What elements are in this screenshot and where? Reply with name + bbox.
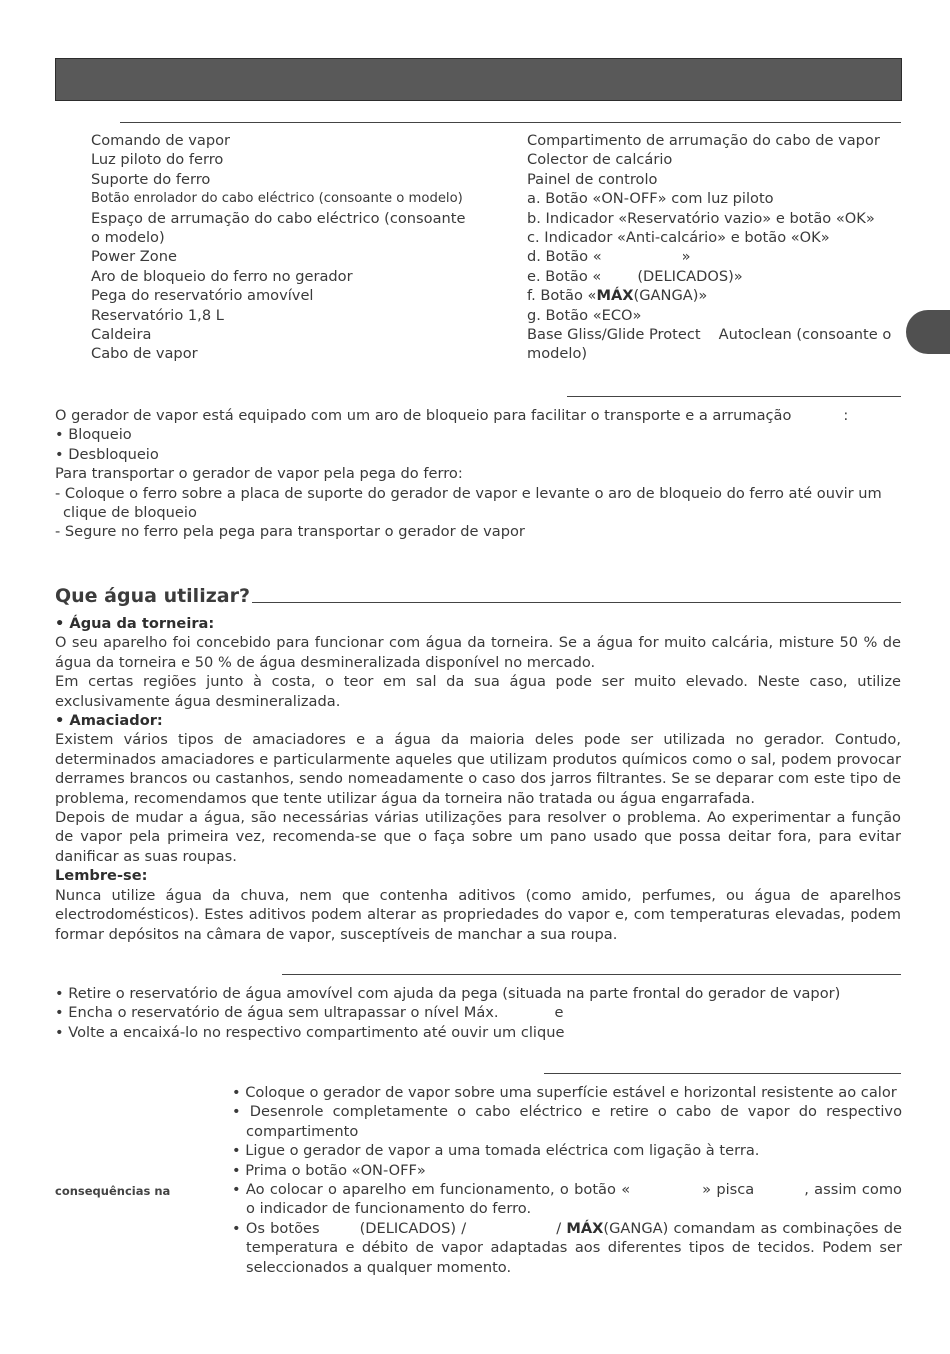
- parts-list-right: [527, 131, 907, 364]
- list-item: [527, 286, 907, 305]
- list-item-text: » pisca: [702, 1181, 755, 1199]
- list-item: • Prima o botão «ON-OFF»: [232, 1161, 426, 1179]
- lock-intro-text: O gerador de vapor está equipado com um aro de bloqueio para facilitar o transporte e a arrumação: [55, 407, 792, 424]
- list-item: • Bloqueio: [55, 426, 132, 444]
- list-item-bold: MÁX: [596, 287, 634, 305]
- list-item-bold: MÁX: [566, 1219, 604, 1237]
- list-item: Painel de controlo: [527, 170, 658, 188]
- list-item: Compartimento de arrumação do cabo de vapor: [527, 132, 880, 149]
- list-item-text: /: [556, 1219, 562, 1237]
- list-item-text: »: [681, 248, 691, 266]
- list-item-text: (DELICADOS) /: [359, 1219, 467, 1237]
- list-item-text: (GANGA) comandam as combinações de temperatura e débito de vapor adaptadas aos diferentes tipos de tecidos. Podem ser seleccionados a qualquer momento.: [246, 1219, 903, 1276]
- list-item: [232, 1219, 902, 1277]
- list-item: • Volte a encaixá-lo no respectivo compartimento até ouvir um clique: [55, 1023, 565, 1041]
- water-section: [55, 614, 901, 944]
- list-item: Cabo de vapor: [91, 345, 198, 363]
- section-rule: [567, 396, 901, 397]
- header-bar: [55, 58, 902, 101]
- subsection-heading: Lembre-se:: [55, 867, 148, 885]
- side-tab-marker: [906, 310, 950, 354]
- list-item-text: d. Botão «: [527, 248, 602, 266]
- list-item: • Desbloqueio: [55, 445, 159, 463]
- list-item: a. Botão «ON-OFF» com luz piloto: [527, 190, 774, 208]
- list-item: [527, 247, 907, 266]
- list-item: Pega do reservatório amovível: [91, 287, 314, 305]
- parts-list-left: [91, 131, 491, 364]
- list-item-text: (GANGA)»: [633, 287, 708, 305]
- fill-section: [55, 984, 901, 1042]
- transport-text: Para transportar o gerador de vapor pela pega do ferro:: [55, 465, 463, 483]
- section-rule: [544, 1073, 901, 1074]
- list-item: modelo): [527, 345, 588, 363]
- list-item: Colector de calcário: [527, 151, 673, 169]
- list-item: [527, 325, 907, 344]
- paragraph: Nunca utilize água da chuva, nem que contenha aditivos (como amido, perfumes, ou água de aparelhos electrodomésticos). Estes aditivos podem alterar as propriedades do vapor e, com temperaturas elevadas, podem formar depósitos na câmara de vapor, susceptíveis de manchar a sua roupa.: [55, 886, 901, 943]
- list-item: • Retire o reservatório de água amovível com ajuda da pega (situada na parte frontal do gerador de vapor): [55, 985, 841, 1002]
- side-caption: consequências na: [55, 1184, 171, 1198]
- list-item: Aro de bloqueio do ferro no gerador: [91, 267, 353, 285]
- list-item: • Desenrole completamente o cabo eléctrico e retire o cabo de vapor do respectivo compartimento: [232, 1103, 902, 1140]
- lock-intro-colon: :: [843, 407, 849, 424]
- list-item-text: • Os botões: [232, 1219, 320, 1237]
- list-item: Luz piloto do ferro: [91, 151, 224, 169]
- list-item-text: (DELICADOS)»: [637, 267, 743, 285]
- list-item-text: • Ao colocar o aparelho em funcionamento, o botão «: [232, 1181, 631, 1199]
- paragraph: O seu aparelho foi concebido para funcionar com água da torneira. Se a água for muito calcária, misture 50 % de água da torneira e 50 % de água desmineralizada disponível no mercado.: [55, 634, 901, 671]
- section-rule: [120, 122, 901, 123]
- list-item: - Coloque o ferro sobre a placa de suporte do gerador de vapor e levante o aro de bloqueio do ferro até ouvir um clique de bloqueio: [55, 484, 882, 522]
- list-item: o modelo): [91, 229, 165, 247]
- list-item: [55, 1003, 901, 1022]
- paragraph: Depois de mudar a água, são necessárias várias utilizações para resolver o problema. Ao experimentar a função de vapor pela primeira vez, recomenda-se que o faça sobre um pano usado que possa deitar fora, para evitar danificar as suas roupas.: [55, 809, 901, 865]
- section-rule: [282, 974, 901, 975]
- list-item: Comando de vapor: [91, 132, 231, 149]
- list-item: [527, 267, 907, 286]
- list-item: c. Indicador «Anti-calcário» e botão «OK»: [527, 229, 830, 247]
- list-item-text: e. Botão «: [527, 267, 602, 285]
- paragraph: Existem vários tipos de amaciadores e a água da maioria deles pode ser utilizada no gerador. Contudo, determinados amaciadores e particularmente aqueles que utilizam produtos químicos como o sal, podem provocar derrames brancos ou castanhos, sendo nomeadamente o caso dos jarros filtrantes. Se se deparar com este tipo de problema, recomendamos que tente utilizar água da torneira não tratada ou água engarrafada.: [55, 731, 901, 807]
- lock-intro: [55, 406, 901, 425]
- list-item-text: f. Botão «: [527, 287, 597, 305]
- list-item: Suporte do ferro: [91, 170, 211, 188]
- section-rule: [252, 602, 901, 603]
- list-item: Power Zone: [91, 248, 177, 266]
- list-item: Reservatório 1,8 L: [91, 306, 224, 324]
- list-item-text: , assim como o indicador de funcionamento do ferro.: [246, 1181, 902, 1218]
- subsection-heading: • Água da torneira:: [55, 615, 215, 632]
- list-item: • Ligue o gerador de vapor a uma tomada eléctrica com ligação à terra.: [232, 1142, 760, 1160]
- list-item: Botão enrolador do cabo eléctrico (consoante o modelo): [91, 191, 463, 207]
- list-item: b. Indicador «Reservatório vazio» e botão «OK»: [527, 209, 875, 227]
- use-steps: [232, 1083, 902, 1277]
- list-item: [232, 1180, 902, 1219]
- list-item: - Segure no ferro pela pega para transportar o gerador de vapor: [55, 523, 525, 541]
- lock-section: [55, 406, 901, 542]
- list-item: • Coloque o gerador de vapor sobre uma superfície estável e horizontal resistente ao calor: [232, 1084, 897, 1101]
- list-item: g. Botão «ECO»: [527, 306, 642, 324]
- list-item-text: e: [554, 1004, 564, 1022]
- list-item: Espaço de arrumação do cabo eléctrico (consoante: [91, 209, 466, 227]
- list-item: Caldeira: [91, 326, 152, 344]
- list-item-text: • Encha o reservatório de água sem ultrapassar o nível Máx.: [55, 1004, 499, 1022]
- paragraph: Em certas regiões junto à costa, o teor em sal da sua água pode ser muito elevado. Neste caso, utilize exclusivamente água desmineralizada.: [55, 673, 901, 710]
- list-item-text: Base Gliss/Glide Protect: [527, 326, 701, 344]
- section-title: Que água utilizar?: [55, 585, 250, 607]
- list-item-text: Autoclean (consoante o: [718, 326, 892, 344]
- subsection-heading: • Amaciador:: [55, 712, 163, 730]
